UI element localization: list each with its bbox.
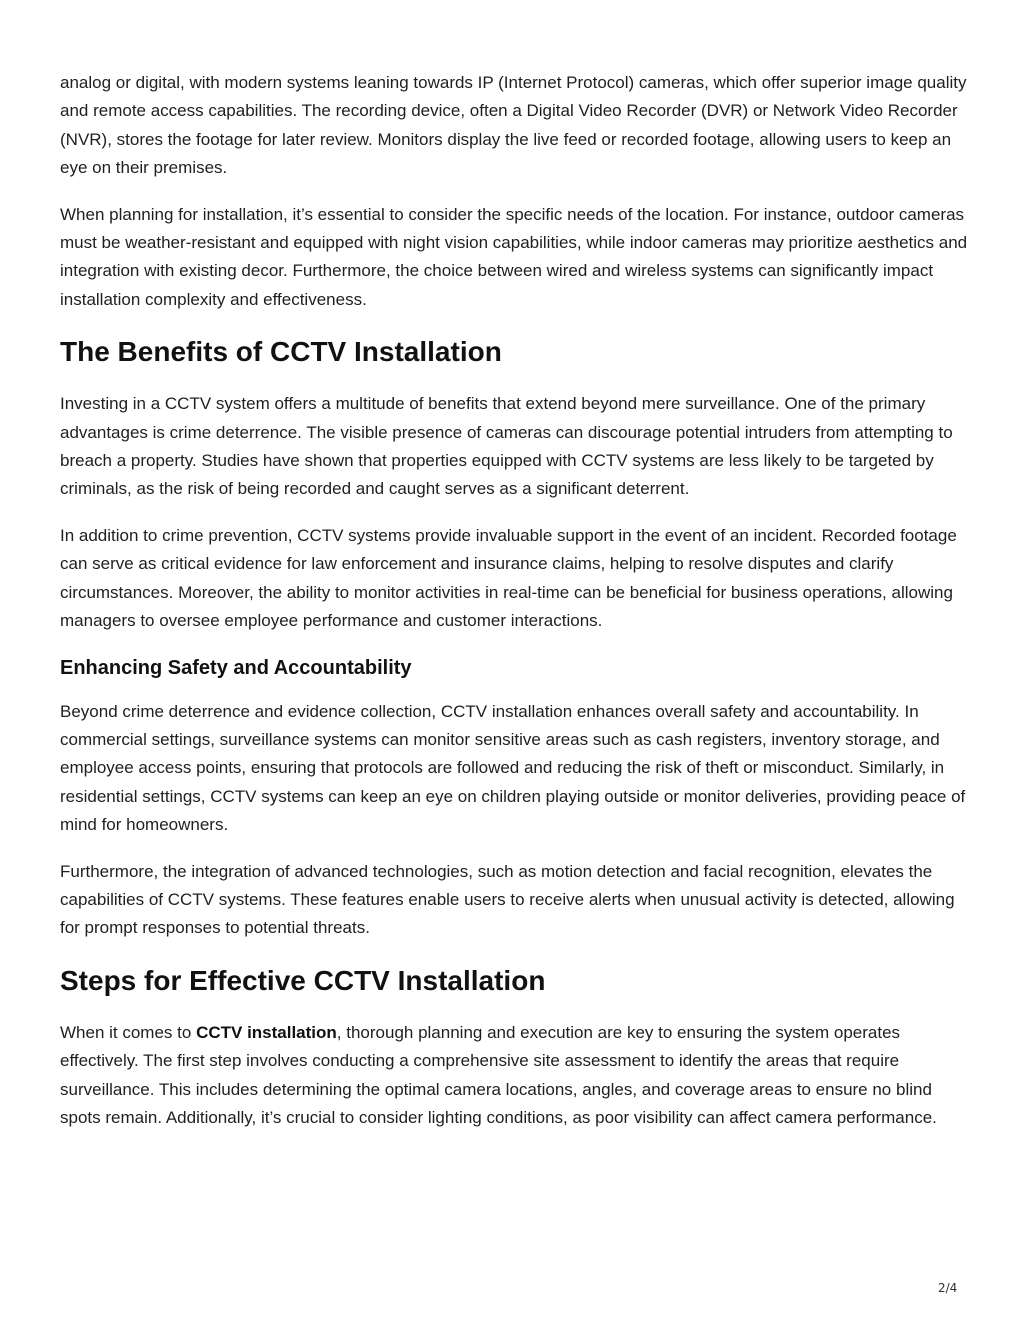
heading-benefits: The Benefits of CCTV Installation: [60, 336, 502, 368]
paragraph-steps-intro: When it comes to: [60, 1022, 197, 1042]
page-number: 2/4: [938, 1281, 958, 1295]
paragraph-crime-deterrence: Investing in a CCTV system offers a multitude of benefits that extend beyond mere surveillance. One of the primary advantages is crime deterrence. The visible presence of cameras can discourage potential intruders from attempting to breach a property. Studies have shown that properties equipped with CCTV systems are less likely to be targeted by criminals, as the risk of being recorded and caught serves as a significant deterrent.: [60, 394, 953, 499]
paragraph-steps: [60, 1019, 970, 1133]
paragraph-components: analog or digital, with modern systems leaning towards IP (Internet Protocol) cameras, which offer superior image quality and remote access capabilities. The recording device, often a Digital Video Recorder (DVR) or Network Video Recorder (NVR), stores the footage for later review. Monitors display the live feed or recorded footage, allowing users to keep an eye on their premises.: [60, 73, 967, 178]
document-page: [60, 69, 970, 1150]
paragraph-planning: When planning for installation, it’s essential to consider the specific needs of the location. For instance, outdoor cameras must be weather-resistant and equipped with night vision capabilities, while indoor cameras may prioritize aesthetics and integration with existing decor. Furthermore, the choice between wired and wireless systems can significantly impact installation complexity and effectiveness.: [60, 204, 968, 309]
heading-steps: Steps for Effective CCTV Installation: [60, 964, 546, 996]
subheading-safety: Enhancing Safety and Accountability: [60, 656, 412, 679]
paragraph-advanced-tech: Furthermore, the integration of advanced technologies, such as motion detection and facial recognition, elevates the capabilities of CCTV systems. These features enable users to receive alerts when unusual activity is detected, allowing for prompt responses to potential threats.: [60, 861, 955, 938]
paragraph-steps-bold-term: CCTV installation: [196, 1022, 337, 1042]
paragraph-incident-support: In addition to crime prevention, CCTV systems provide invaluable support in the event of an incident. Recorded footage can serve as critical evidence for law enforcement and insurance claims, helping to resolve disputes and clarify circumstances. Moreover, the ability to monitor activities in real-time can be beneficial for business operations, allowing managers to oversee employee performance and customer interactions.: [60, 525, 957, 631]
paragraph-steps-body: , thorough planning and execution are key to ensuring the system operates effectively. The first step involves conducting a comprehensive site assessment to identify the areas that require surveillance. This includes determining the optimal camera locations, angles, and coverage areas to ensure no blind spots remain. Additionally, it’s crucial to consider lighting conditions, as poor visibility can affect camera performance.: [60, 1022, 937, 1127]
paragraph-safety: Beyond crime deterrence and evidence collection, CCTV installation enhances overall safety and accountability. In commercial settings, surveillance systems can monitor sensitive areas such as cash registers, inventory storage, and employee access points, ensuring that protocols are followed and reducing the risk of theft or misconduct. Similarly, in residential settings, CCTV systems can keep an eye on children playing outside or monitor deliveries, providing peace of mind for homeowners.: [60, 701, 966, 835]
